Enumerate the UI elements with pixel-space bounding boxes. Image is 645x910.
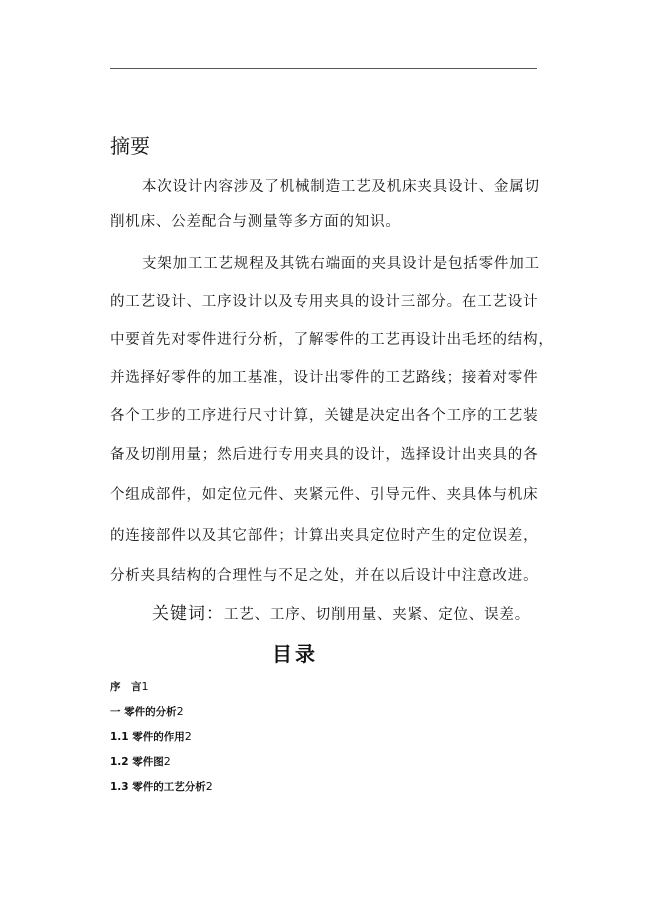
abstract-line: 中要首先对零件进行分析，了解零件的工艺再设计出毛坯的结构，: [110, 332, 554, 348]
abstract-heading: 摘要: [110, 134, 150, 158]
abstract-line: 削机床、公差配合与测量等多方面的知识。: [110, 214, 401, 230]
toc-entry-page: 2: [184, 730, 192, 743]
abstract-line: 各个工步的工序进行尺寸计算，关键是决定出各个工序的工艺装: [110, 408, 539, 424]
toc-entry[interactable]: [110, 755, 171, 769]
toc-entry-page: 2: [205, 780, 213, 793]
toc-entry-page: 1: [141, 680, 149, 693]
keywords-text: 工艺、工序、切削用量、夹紧、定位、误差。: [224, 607, 530, 623]
toc-entry-label: 序 言: [110, 681, 142, 693]
toc-entry[interactable]: [110, 705, 184, 719]
abstract-line: 个组成部件，如定位元件、夹紧元件、引导元件、夹具体与机床: [110, 487, 539, 503]
abstract-line: 支架加工工艺规程及其铣右端面的夹具设计是包括零件加工: [142, 256, 540, 272]
abstract-line: 的工艺设计、工序设计以及专用夹具的设计三部分。在工艺设计: [110, 294, 539, 310]
abstract-line: 分析夹具结构的合理性与不足之处，并在以后设计中注意改进。: [110, 568, 539, 584]
keywords-label: 关键词：: [152, 604, 224, 624]
toc-entry[interactable]: [110, 780, 213, 794]
toc-entry[interactable]: [110, 680, 149, 694]
toc-entry-label: 1.1 零件的作用: [110, 731, 185, 743]
toc-entry[interactable]: [110, 730, 192, 744]
toc-entry-label: 一 零件的分析: [110, 706, 177, 718]
header-rule: [110, 68, 537, 69]
abstract-line: 备及切削用量；然后进行专用夹具的设计，选择设计出夹具的各: [110, 447, 539, 463]
keywords: [152, 603, 530, 626]
toc-entry-page: 2: [176, 705, 184, 718]
toc-entry-label: 1.2 零件图: [110, 756, 164, 768]
toc-title: 目录: [272, 642, 318, 666]
toc-entry-page: 2: [163, 755, 171, 768]
abstract-line: 本次设计内容涉及了机械制造工艺及机床夹具设计、金属切: [142, 179, 540, 195]
abstract-line: 并选择好零件的加工基准，设计出零件的工艺路线；接着对零件: [110, 370, 539, 386]
abstract-line: 的连接部件以及其它部件；计算出夹具定位时产生的定位误差，: [110, 528, 539, 544]
toc-entry-label: 1.3 零件的工艺分析: [110, 781, 206, 793]
